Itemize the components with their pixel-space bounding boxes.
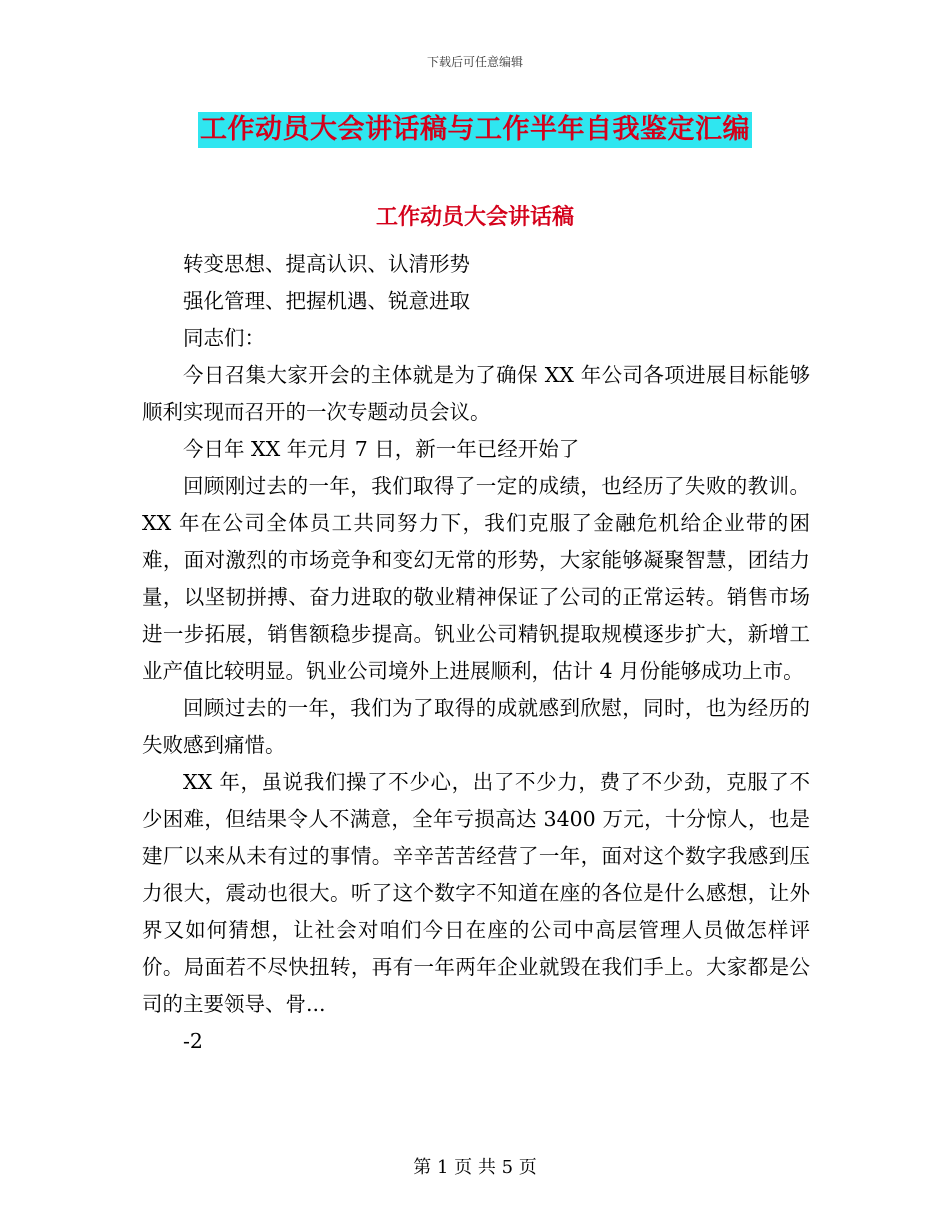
paragraph-6: 回顾刚过去的一年，我们取得了一定的成绩，也经历了失败的教训。 XX 年在公司全体员工共同努力下，我们克服了金融危机给企业带的困难，面对激烈的市场竞争和变幻无常的形势，大家能够凝聚智慧，团结力量，以坚韧拼搏、奋力进取的敬业精神保证了公司的正常运转。销售市场进一步拓展，销售额稳步提高。钒业公司精钒提取规模逐步扩大，新增工业产值比较明显。钒业公司境外上进展顺利，估计 4 月份能够成功上市。 xyxy=(142,474,810,683)
header-note: 下载后可任意编辑 xyxy=(426,55,523,69)
sub-title: 工作动员大会讲话稿 xyxy=(375,205,574,230)
document-body xyxy=(142,246,810,1060)
page-footer: 第 1 页 共 5 页 xyxy=(413,1157,537,1178)
main-title-container xyxy=(0,112,950,148)
paragraph-1: 转变思想、提高认识、认清形势 xyxy=(183,252,470,276)
paragraph-7: 回顾过去的一年，我们为了取得的成就感到欣慰，同时，也为经历的失败感到痛惜。 xyxy=(142,696,810,757)
paragraph-8: XX 年，虽说我们操了不少心，出了不少力，费了不少劲，克服了不少困难，但结果令人不满意，全年亏损高达 3400 万元，十分惊人，也是建厂以来从未有过的事情。辛辛苦苦经营了一年，面对这个数字我感到压力很大，震动也很大。听了这个数字不知道在座的各位是什么感想，让外界又如何猜想，让社会对咱们今日在座的公司中高层管理人员做怎样评价。局面若不尽快扭转，再有一年两年企业就毁在我们手上。大家都是公司的主要领导、骨... xyxy=(142,770,810,1016)
paragraph-9: -2 xyxy=(183,1029,203,1053)
paragraph-5: 今日年 XX 年元月 7 日，新一年已经开始了 xyxy=(183,437,580,461)
paragraph-2: 强化管理、把握机遇、锐意进取 xyxy=(183,289,470,313)
main-title: 工作动员大会讲话稿与工作半年自我鉴定汇编 xyxy=(198,112,752,148)
paragraph-4: 今日召集大家开会的主体就是为了确保 XX 年公司各项进展目标能够顺利实现而召开的一次专题动员会议。 xyxy=(142,363,810,424)
paragraph-3: 同志们： xyxy=(183,326,265,350)
